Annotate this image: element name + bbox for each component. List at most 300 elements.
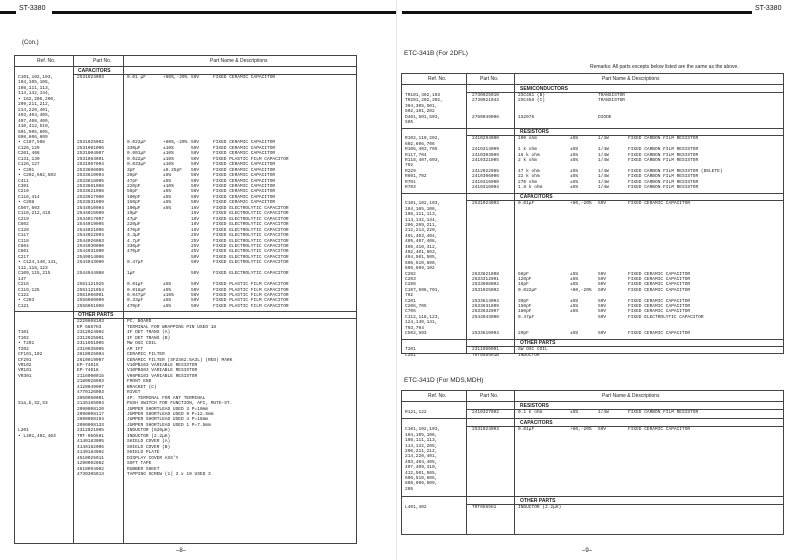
- value-cell: 0.01 μF: [127, 75, 146, 80]
- part-no-cell: 2533632007: [472, 309, 500, 315]
- group-underline: [466, 346, 783, 347]
- description-cell: FIXED ELECTROLYTIC CAPACITOR: [213, 227, 289, 233]
- voltage-cell: 50V: [191, 167, 200, 173]
- description-cell: DIODE: [598, 114, 612, 120]
- value-cell: 22 k ohm: [518, 174, 540, 180]
- ref-no-cell: T101: [18, 330, 29, 336]
- part-no-cell: 2410321005: [472, 158, 500, 163]
- part-no-cell: TRT-0565H1: [77, 433, 105, 439]
- col-ref-header: Ref. No.: [37, 58, 56, 64]
- value-cell: 100pF: [127, 194, 141, 200]
- description-cell: FIXED CARBON FILM RESISTOR: [628, 152, 699, 158]
- value-cell: 470pF: [127, 303, 141, 309]
- tolerance-cell: ±5%: [570, 136, 579, 142]
- ref-no-cell: 304,305,501,: [405, 103, 438, 109]
- description-cell: PC. BOARD: [127, 319, 152, 325]
- value-cell: 100μF: [127, 205, 141, 211]
- ref-no-cell: • C124,140,141,: [18, 260, 59, 266]
- ref-no-cell: C120: [18, 227, 29, 233]
- value-cell: 0.47μF: [518, 314, 535, 320]
- ref-no-cell: • C107,508: [18, 140, 46, 146]
- value-cell: 150pF: [518, 304, 532, 309]
- ref-no-cell: 401,403,404,: [405, 233, 438, 239]
- group-label: OTHER PARTS: [78, 312, 114, 319]
- voltage-cell: 50V: [598, 427, 607, 433]
- part-no-cell: 2410294000: [472, 136, 500, 142]
- description-cell: FRONT END: [127, 379, 152, 385]
- tolerance-cell: ±5%: [570, 309, 579, 315]
- ref-no-cell: 402,401,603,: [405, 250, 438, 255]
- voltage-cell: 50V: [598, 287, 607, 293]
- part-no-cell: EP 5867H3: [77, 324, 102, 330]
- value-cell: 220pF: [127, 184, 141, 189]
- part-no-cell: 2312021005: [77, 428, 105, 434]
- tolerance-cell: +80%,-20%: [163, 140, 188, 146]
- wattage-cell: 1/4W: [598, 410, 609, 415]
- ref-no-cell: 212,214,220,: [405, 228, 438, 234]
- voltage-cell: 50V: [191, 184, 200, 189]
- value-cell: 330μF: [127, 243, 141, 249]
- value-cell: 1μF: [127, 271, 136, 277]
- ref-no-cell: • L401,402,403: [18, 433, 56, 439]
- part-no-cell: 2533312001: [472, 277, 500, 282]
- wattage-cell: 1/4W: [598, 136, 609, 142]
- description-cell: RIVET: [127, 390, 141, 396]
- tolerance-cell: ±5%: [570, 271, 579, 277]
- col-divider: [466, 74, 467, 353]
- value-cell: 1 k ohm: [518, 147, 537, 153]
- ref-no-cell: C121: [18, 303, 29, 309]
- part-no-cell: 2544022004: [77, 233, 105, 239]
- voltage-cell: 50V: [598, 298, 607, 304]
- voltage-cell: 25V: [191, 238, 200, 244]
- ref-no-cell: 410,412,510,: [18, 124, 51, 130]
- description-cell: TAPPING SCREW (1) 3 x 10 USED 3: [127, 471, 211, 477]
- ref-no-cell: 114,142,205,: [405, 443, 438, 449]
- description-cell: JUMPER SHORTLEAD USED 9 P=12.5mm: [127, 412, 214, 417]
- tolerance-cell: ±5%: [570, 179, 579, 185]
- ref-no-cell: 404,501,505,: [405, 255, 438, 261]
- part-no-cell: 2544030000: [77, 243, 105, 249]
- part-no-cell: 2730021043: [472, 98, 500, 104]
- voltage-cell: 50V: [191, 298, 200, 304]
- page-number-left: –8–: [176, 548, 187, 554]
- wattage-cell: 1/4W: [598, 158, 609, 163]
- description-cell: FIXED CERAMIC CAPACITOR: [213, 173, 276, 179]
- description-cell: SW OSC COIL: [518, 347, 548, 353]
- tolerance-cell: ±5%: [163, 303, 172, 309]
- description-cell: FIXED CERAMIC CAPACITOR: [213, 167, 276, 173]
- part-no-cell: 2050060001: [77, 395, 105, 401]
- ref-no-cell: CF101,102: [18, 352, 43, 358]
- voltage-cell: 16V: [191, 227, 200, 233]
- ref-no-cell: C202: [405, 271, 416, 277]
- part-no-cell: 4610094002: [77, 466, 105, 472]
- part-no-cell: 2760049008: [472, 114, 500, 120]
- part-no-cell: 2312024002: [77, 330, 105, 336]
- tolerance-cell: ±5%: [570, 147, 579, 153]
- ref-no-cell: 124,140,141,: [405, 320, 438, 326]
- ref-no-cell: R118,407,603,: [405, 158, 441, 163]
- value-cell: 10μF: [127, 211, 138, 217]
- voltage-cell: 50V: [191, 194, 200, 200]
- wattage-cell: 1/4W: [598, 185, 609, 190]
- description-cell: CERAMIC FILTER (SFZ462.5A3L) (RED) MARK: [127, 357, 233, 363]
- part-no-cell: 2531004007: [77, 151, 105, 157]
- voltage-cell: 50V: [191, 254, 200, 260]
- voltage-cell: 50V: [191, 282, 200, 288]
- group-underline: [466, 135, 783, 136]
- part-no-cell: 2533631009: [472, 304, 500, 309]
- tolerance-cell: ±5%: [570, 282, 579, 288]
- ref-no-cell: TR101,402,103: [405, 93, 441, 98]
- ref-no-cell: R703: [405, 185, 416, 190]
- group-separator: [402, 418, 783, 419]
- continued-label: (Con.): [22, 40, 39, 46]
- ref-no-cell: 702: [405, 163, 414, 169]
- tolerance-cell: ±5%: [570, 152, 579, 158]
- ref-no-cell: 214,220,401,: [18, 107, 51, 113]
- tolerance-cell: ±5%: [163, 282, 172, 288]
- part-no-cell: 2410306006: [472, 174, 500, 180]
- part-no-cell: 1290002082: [77, 461, 105, 467]
- ref-no-cell: R229: [405, 168, 416, 174]
- ref-no-cell: • T201: [18, 341, 35, 347]
- voltage-cell: 50V: [191, 271, 200, 277]
- part-no-cell: 2311051005: [77, 341, 105, 347]
- value-cell: 16 k ohm: [518, 152, 540, 158]
- description-cell: TERMINAL FOR WRAPPING PIN USED 18: [127, 324, 217, 330]
- description-cell: TRANSISTOR: [598, 98, 626, 104]
- parts-table-left: [14, 55, 357, 544]
- description-cell: FIXED CERAMIC CAPACITOR: [628, 298, 691, 304]
- group-underline: [73, 318, 356, 319]
- parts-table-etc341d: [401, 390, 784, 535]
- part-no-cell: 2544021006: [77, 227, 105, 233]
- description-cell: FIXED ELECTROLYTIC CAPACITOR: [213, 254, 289, 260]
- voltage-cell: 50V: [598, 282, 607, 288]
- ref-no-cell: L201: [18, 428, 29, 434]
- description-cell: AM IFT: [127, 346, 144, 352]
- description-cell: FIXED CERAMIC CAPACITOR: [213, 189, 276, 195]
- part-no-cell: 2412022085: [472, 168, 500, 174]
- part-no-cell: 2551066001: [77, 293, 105, 298]
- part-no-cell: EP-74018: [77, 368, 99, 374]
- value-cell: 4.7μF: [127, 238, 141, 244]
- value-cell: 180pF: [518, 309, 532, 315]
- description-cell: FIXED CERAMIC CAPACITOR: [213, 178, 276, 184]
- description-cell: FIXED ELECTROLYTIC CAPACITOR: [213, 233, 289, 239]
- description-cell: INDUCTOR (820μH): [127, 428, 171, 434]
- tolerance-cell: ±10%: [163, 156, 174, 162]
- ref-no-cell: TR201,202,302,: [405, 98, 443, 104]
- part-no-cell: 2544031000: [77, 249, 105, 255]
- group-separator: [402, 128, 783, 129]
- ref-no-cell: • 162,205,206,: [18, 96, 56, 102]
- tolerance-cell: ±5%: [163, 205, 172, 211]
- description-cell: CERAMIC FILTER: [127, 352, 165, 358]
- ref-no-cell: C118: [18, 238, 29, 244]
- ref-no-cell: 412,501,505,: [405, 470, 438, 476]
- description-cell: IF DET TRANS (A): [127, 330, 171, 336]
- value-cell: 0.001μF: [127, 151, 146, 157]
- tolerance-cell: ±5%: [163, 189, 172, 195]
- description-cell: SOFT TAPE: [127, 461, 152, 467]
- description-cell: FIXED ELECTROLYTIC CAPACITOR: [213, 243, 289, 249]
- group-label: OTHER PARTS: [520, 498, 556, 505]
- value-cell: 2 k ohm: [518, 158, 537, 163]
- description-cell: V08PB103 VARIABLE RESISTOR: [127, 373, 198, 379]
- group-label: CAPACITORS: [520, 194, 553, 201]
- part-no-cell: 2136165004: [77, 401, 105, 407]
- ref-no-cell: T202: [18, 346, 29, 352]
- ref-no-cell: 407,408,409,: [18, 118, 51, 124]
- value-cell: 0.022μF: [127, 140, 146, 146]
- part-no-cell: 2116000015: [77, 373, 105, 379]
- part-no-cell: 2544015009: [77, 211, 105, 217]
- description-cell: INDUCTOR (2.2μH): [127, 433, 171, 439]
- tolerance-cell: ±5%: [570, 304, 579, 309]
- ref-no-cell: C116,414: [18, 194, 40, 200]
- tolerance-cell: +80,-20%: [570, 287, 592, 293]
- ref-no-cell: 608,606,609,: [405, 481, 438, 487]
- ref-no-cell: VR101: [18, 368, 32, 374]
- description-cell: FIXED ELECTROLYTIC CAPACITOR: [213, 271, 289, 277]
- ref-no-cell: 104,105,106,: [405, 432, 438, 438]
- ref-no-cell: 403,404,405,: [405, 459, 438, 465]
- ref-no-cell: VR301: [18, 373, 32, 379]
- ref-no-cell: C131,130: [18, 156, 40, 162]
- tolerance-cell: ±10%: [163, 162, 174, 168]
- col-divider: [73, 56, 74, 543]
- part-no-cell: 4140183005: [77, 439, 105, 445]
- ref-no-cell: C217: [18, 254, 29, 260]
- part-no-cell: 4730305013: [77, 471, 105, 477]
- ref-no-cell: C126,127: [18, 162, 40, 168]
- ref-no-cell: T102: [18, 335, 29, 341]
- value-cell: 3pF: [127, 167, 136, 173]
- ref-no-cell: R106,403,705: [405, 147, 438, 153]
- description-cell: JUMPER SHORTLEAD USED 3 P=10mm: [127, 406, 209, 412]
- description-cell: FIXED ELECTROLYTIC CAPACITOR: [213, 249, 289, 255]
- ref-no-cell: 209,211,212,: [18, 102, 51, 108]
- description-cell: FIXED CERAMIC CAPACITOR: [213, 75, 276, 80]
- description-cell: FIXED CERAMIC CAPACITOR: [628, 304, 691, 309]
- tolerance-cell: ±5%: [570, 277, 579, 282]
- ref-no-cell: C301: [18, 184, 29, 189]
- ref-no-cell: R121,122: [405, 410, 427, 415]
- tolerance-cell: ±5%: [570, 331, 579, 336]
- voltage-cell: 50V: [191, 189, 200, 195]
- description-cell: FIXED ELECTROLYTIC CAPACITOR: [213, 211, 289, 217]
- description-cell: INDUCTOR: [518, 352, 540, 358]
- part-no-cell: 2551121054: [77, 287, 105, 293]
- part-no-cell: 2533614004: [472, 298, 500, 304]
- tolerance-cell: ±5%: [570, 298, 579, 304]
- voltage-cell: 50V: [191, 178, 200, 184]
- part-no-cell: 2544043000: [472, 314, 500, 320]
- wattage-cell: 1/4W: [598, 179, 609, 185]
- part-no-cell: 2610019007: [77, 357, 105, 363]
- voltage-cell: 50V: [191, 293, 200, 298]
- group-label: RESISTORS: [520, 403, 549, 409]
- voltage-cell: 25V: [191, 233, 200, 239]
- part-no-cell: 2556061008: [77, 303, 105, 309]
- part-no-cell: 2090008117: [77, 412, 105, 417]
- part-no-cell: 2090008104: [77, 417, 105, 423]
- ref-no-cell: 104,105,106,: [405, 206, 438, 212]
- ref-no-cell: 506,510,605,: [405, 476, 438, 481]
- part-no-cell: 2531064001: [77, 156, 105, 162]
- ref-no-cell: L401,402: [405, 505, 427, 511]
- value-cell: 3.3μF: [127, 233, 141, 239]
- col-part-header: Part No.: [480, 393, 499, 399]
- description-cell: FIXED CARBON FILM RESISTOR: [628, 147, 699, 153]
- ref-no-cell: C117: [18, 233, 29, 239]
- wattage-cell: 1/4W: [598, 152, 609, 158]
- voltage-cell: 50V: [191, 145, 200, 151]
- description-cell: JUMPER SHORTLEAD USED 4 P=15mm: [127, 417, 209, 423]
- value-cell: 100 ohm: [518, 136, 537, 142]
- ref-no-cell: C201,406: [18, 151, 40, 157]
- ref-no-cell: C101,102,103,: [18, 75, 54, 80]
- ref-no-cell: C601: [18, 249, 29, 255]
- value-cell: 0.018μF: [127, 287, 146, 293]
- group-label: OTHER PARTS: [520, 340, 556, 347]
- part-no-cell: TRT0565H1: [472, 505, 497, 511]
- part-no-cell: 2544044008: [77, 271, 105, 277]
- voltage-cell: 50V: [598, 277, 607, 282]
- page-gutter: [396, 0, 397, 560]
- ref-no-cell: VR102: [18, 362, 32, 368]
- ref-no-cell: C112,118,123,: [405, 314, 441, 320]
- value-cell: 2SC461 (B): [518, 93, 546, 98]
- value-cell: 0.1 k ohm: [518, 410, 543, 415]
- value-cell: 47μF: [127, 216, 138, 222]
- tolerance-cell: +80,-20%: [570, 427, 592, 433]
- tolerance-cell: ±0.25pF: [163, 167, 182, 173]
- ref-no-cell: R102,110,202,: [405, 136, 441, 142]
- wattage-cell: 1/4W: [598, 168, 609, 174]
- description-cell: FIXED CERAMIC CAPACITOR: [213, 194, 276, 200]
- tolerance-cell: ±5%: [163, 298, 172, 304]
- ref-no-cell: C101,102,103,: [405, 201, 441, 207]
- description-cell: FIXED CERAMIC CAPACITOR: [628, 271, 691, 277]
- part-no-cell: 4140184002: [77, 450, 105, 456]
- ref-no-cell: 505: [405, 120, 414, 125]
- section-title-etc341d: ETC-341D (For MDS,MDH): [404, 377, 484, 384]
- ref-no-cell: C210: [18, 189, 29, 195]
- tolerance-cell: ±5%: [163, 178, 172, 184]
- ref-no-cell: C101,102,103,: [405, 427, 441, 433]
- description-cell: FIXED CARBON FILM RESISTOR: [628, 174, 699, 180]
- value-cell: 16pF: [518, 282, 529, 288]
- group-label: SEMICONDUCTORS: [520, 86, 568, 92]
- description-cell: FIXED CERAMIC CAPACITOR: [628, 277, 691, 282]
- ref-no-cell: 506,510,606,: [405, 260, 438, 266]
- voltage-cell: 50V: [598, 201, 607, 207]
- ref-no-cell: 114,142,144,: [405, 217, 438, 223]
- description-cell: FIXED CERAMIC CAPACITOR: [213, 140, 276, 146]
- tolerance-cell: +80,-20%: [570, 201, 592, 207]
- ref-no-cell: 608,609,102: [405, 266, 435, 272]
- ref-no-cell: 205: [405, 486, 414, 492]
- description-cell: DISPLAY COVER ASS'Y: [127, 455, 179, 461]
- ref-no-cell: S1a,b,S2,S3: [18, 401, 48, 407]
- part-no-cell: 2220608103: [77, 319, 105, 325]
- ref-no-cell: C602: [18, 222, 29, 228]
- description-cell: INDUCTOR (2.2μH): [518, 505, 562, 511]
- description-cell: FIXED CARBON FILM RESISTOR (DELETE): [628, 168, 723, 174]
- value-cell: 0.01μF: [518, 427, 535, 433]
- description-cell: SHIELD COVER (A): [127, 439, 171, 445]
- voltage-cell: 16V: [191, 222, 200, 228]
- description-cell: FIXED CERAMIC CAPACITOR: [628, 427, 691, 433]
- part-no-cell: 2533631009: [77, 200, 105, 206]
- ref-no-cell: • C202,502,503: [18, 173, 56, 179]
- voltage-cell: 50V: [191, 151, 200, 157]
- part-no-cell: 2533627000: [77, 194, 105, 200]
- value-cell: 0.01μF: [127, 282, 144, 288]
- tolerance-cell: ±10%: [163, 145, 174, 151]
- value-cell: 470μF: [127, 227, 141, 233]
- ref-no-cell: D401,501,503,: [405, 114, 441, 120]
- description-cell: BRACKET (C): [127, 384, 157, 390]
- tolerance-cell: ±5%: [570, 185, 579, 190]
- description-cell: FIXED CERAMIC CAPACITOR: [628, 201, 691, 207]
- part-no-cell: 2544026003: [77, 238, 105, 244]
- value-cell: 0.022μF: [127, 156, 146, 162]
- ref-no-cell: 214,220,401,: [405, 454, 438, 460]
- tolerance-cell: ±5%: [163, 194, 172, 200]
- wattage-cell: 1/4W: [598, 174, 609, 180]
- value-cell: 1S2076: [518, 114, 535, 120]
- description-cell: FIXED CERAMIC CAPACITOR: [628, 309, 691, 315]
- part-no-cell: 4120049007: [77, 384, 105, 390]
- description-cell: V10PB503 VARIABLE RESISTOR: [127, 368, 198, 374]
- voltage-cell: 25V: [191, 243, 200, 249]
- group-separator: [402, 339, 783, 340]
- group-label: RESISTORS: [520, 129, 549, 136]
- ref-no-cell: 206,211,212,: [405, 449, 438, 454]
- description-cell: FIXED CERAMIC CAPACITOR: [213, 200, 276, 206]
- col-part-header: Part No.: [480, 76, 499, 82]
- ref-no-cell: 602,606,706: [405, 141, 435, 147]
- group-underline: [466, 200, 783, 201]
- part-no-cell: 4140182006: [77, 444, 105, 450]
- part-no-cell: 2090008120: [77, 406, 105, 412]
- voltage-cell: 50V: [598, 314, 607, 320]
- description-cell: FIXED ELECTROLYTIC CAPACITOR: [213, 205, 289, 211]
- description-cell: FIXED CERAMIC CAPACITOR: [628, 287, 691, 293]
- ref-no-cell: 108,111,113,: [405, 438, 438, 444]
- model-label-left: ST-3380: [19, 5, 46, 12]
- part-no-cell: 2410314009: [472, 147, 500, 153]
- group-underline: [466, 409, 783, 410]
- part-no-cell: 2410316000: [472, 179, 500, 185]
- header-bar-left: [52, 11, 396, 14]
- description-cell: FIXED ELECTROLYTIC CAPACITOR: [213, 260, 289, 266]
- value-cell: 20pF: [127, 173, 138, 179]
- part-no-cell: 2533661008: [77, 184, 105, 189]
- table-header: [402, 74, 783, 85]
- ref-no-cell: R117,704: [405, 152, 427, 158]
- voltage-cell: 50V: [191, 303, 200, 309]
- group-label: CAPACITORS: [78, 68, 111, 74]
- tolerance-cell: ±5%: [163, 200, 172, 206]
- ref-no-cell: C110,212,415: [18, 211, 51, 217]
- description-cell: JUMPER SHORTLEAD USED 1 P=7.5mm: [127, 422, 211, 428]
